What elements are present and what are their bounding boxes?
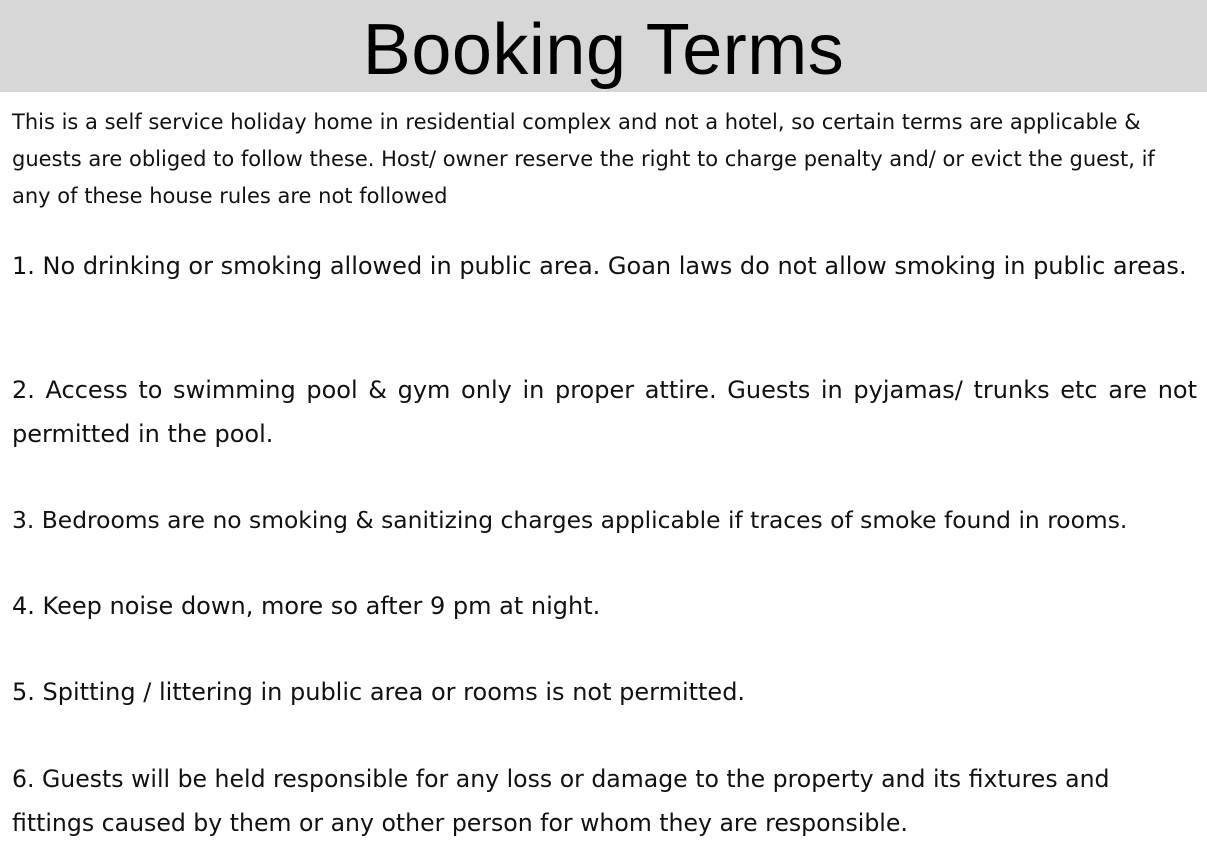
rule-item (12, 670, 1197, 714)
rule-text: Spitting / littering in public area or rooms is not permitted. (42, 678, 746, 706)
rule-text: Guests will be held responsible for any loss or damage to the property and its fixtures and fittings caused by them or any other person for whom they are responsible. (12, 765, 1110, 837)
rule-number: 1. (12, 252, 35, 280)
rule-text: No drinking or smoking allowed in public area. Goan laws do not allow smoking in public areas. (42, 252, 1187, 280)
rule-text: Access to swimming pool & gym only in proper attire. Guests in pyjamas/ trunks etc are not permitted in the pool. (12, 376, 1197, 448)
rule-text: Bedrooms are no smoking & sanitizing charges applicable if traces of smoke found in rooms. (41, 506, 1128, 534)
rule-item (12, 248, 1197, 284)
rule-number: 5. (12, 678, 35, 706)
rule-number: 2. (12, 376, 35, 404)
rule-item (12, 368, 1197, 456)
rule-item (12, 498, 1197, 542)
rule-text: Keep noise down, more so after 9 pm at night. (42, 592, 601, 620)
rule-item (12, 584, 1197, 628)
rule-item (12, 757, 1197, 845)
title-bar (0, 0, 1207, 92)
rule-number: 3. (12, 506, 35, 534)
page-title: Booking Terms (362, 10, 845, 90)
rule-number: 4. (12, 592, 35, 620)
rule-number: 6. (12, 765, 35, 793)
intro-paragraph: This is a self service holiday home in residential complex and not a hotel, so certain terms are applicable & guests are obliged to follow these. Host/ owner reserve the right to charge penalty and/ or evict the guest, if any of these house rules are not followed (12, 110, 1155, 208)
